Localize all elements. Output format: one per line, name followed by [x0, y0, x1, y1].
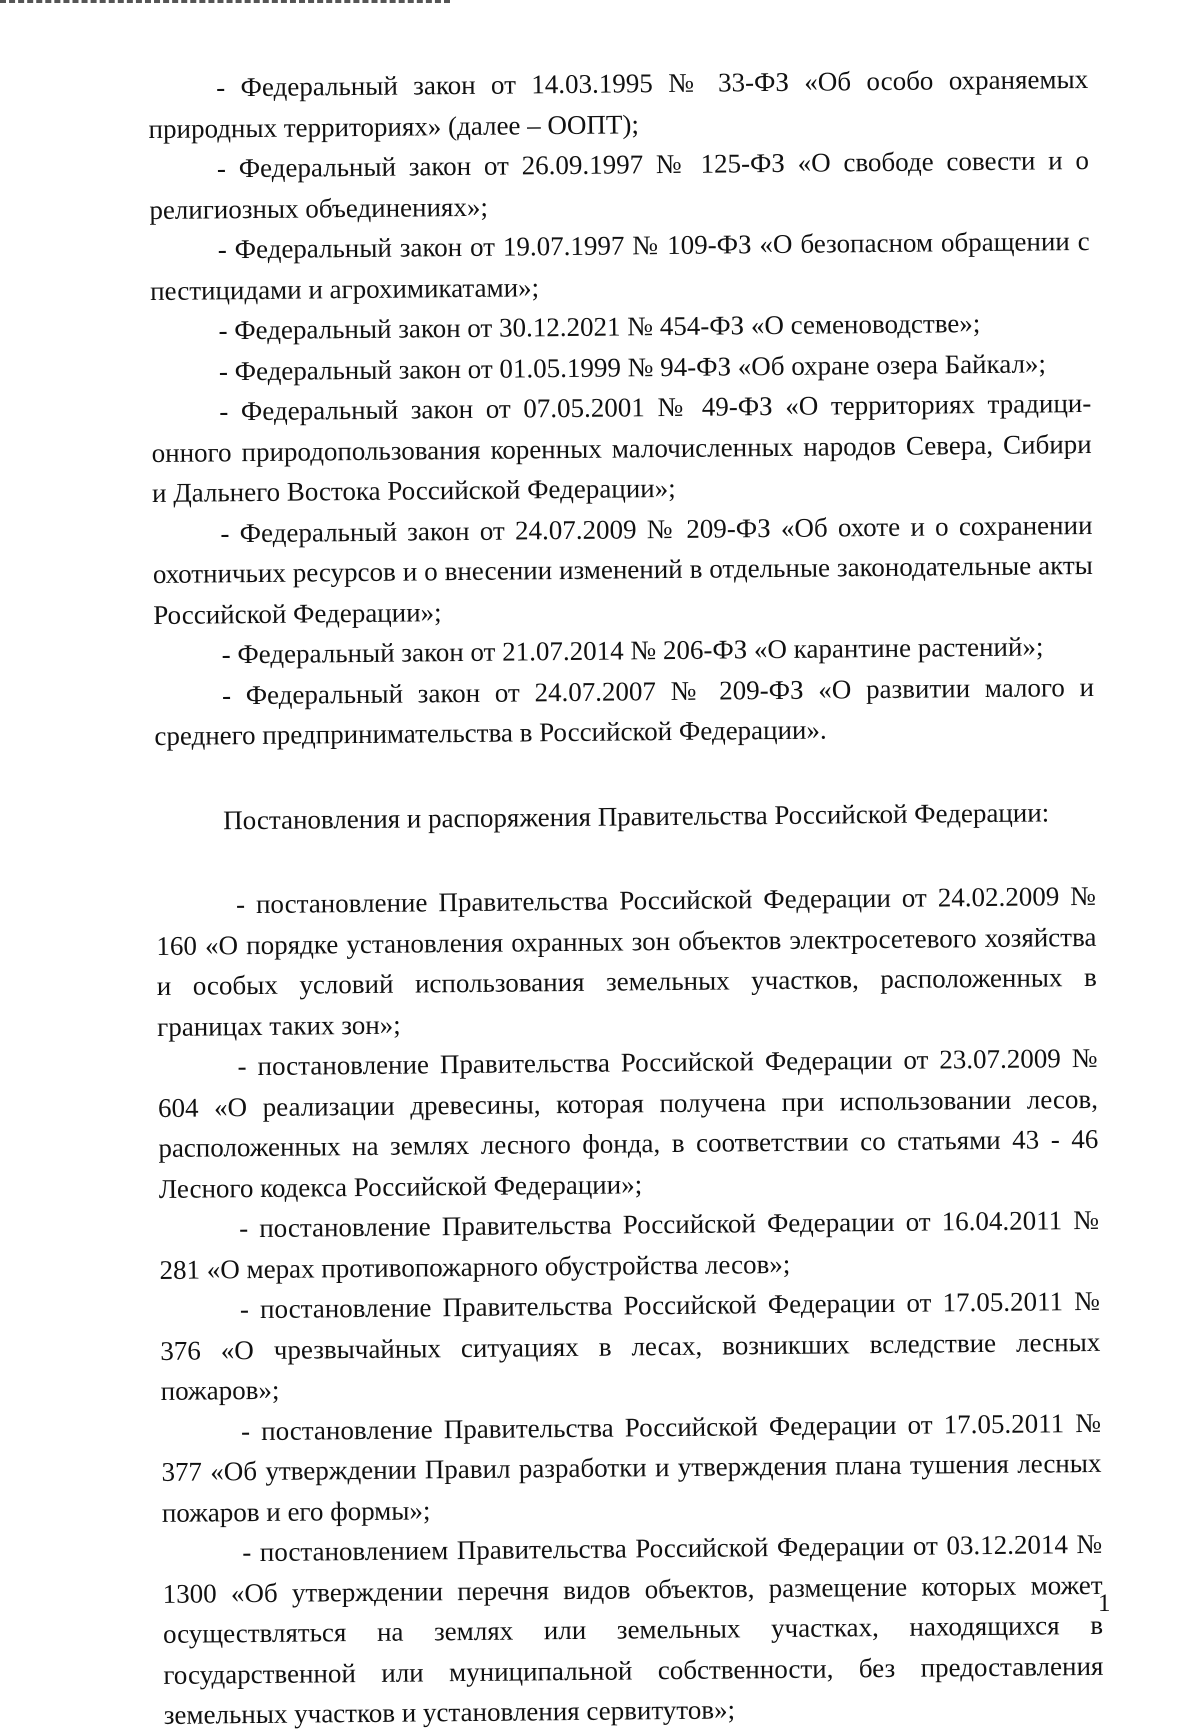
law-item: - Федеральный закон от 14.03.1995 № 33-ФЗ «Об особо охраняемых природных территориях» (далее – ООПТ);: [148, 63, 1089, 144]
page-number: 1: [1098, 1590, 1111, 1617]
resolution-item: - постановление Правительства Российской Федерации от 24.02.2009 № 160 «О порядке установления охранных зон объектов электросетевого хозяйства и особых условий использования земельных участков, расположенных в границах таких зон»;: [156, 880, 1097, 1042]
section-heading: Постановления и распоряжения Правительства Российской Федерации:: [223, 796, 1050, 835]
law-item: - Федеральный закон от 01.05.1999 № 94-ФЗ «Об охране озера Байкал»;: [218, 347, 1047, 386]
law-item: - Федеральный закон от 19.07.1997 № 109-ФЗ «О безопасном обращении с пестицидами и агрохимикатами»;: [149, 225, 1090, 306]
resolution-item: - постановление Правительства Российской Федерации от 16.04.2011 № 281 «О мерах противопожарного обустройства лесов»;: [159, 1204, 1100, 1285]
law-item: - Федеральный закон от 30.12.2021 № 454-ФЗ «О семеноводстве»;: [218, 308, 981, 346]
scan-top-rule: [0, 0, 450, 9]
law-item: - Федеральный закон от 26.09.1997 № 125-ФЗ «О свободе совести и о религиозных объединениях»;: [149, 144, 1090, 225]
resolution-item: - постановление Правительства Российской Федерации от 17.05.2011 № 377 «Об утверждении Правил разработки и утверждения плана тушения лесных пожаров и его формы»;: [161, 1407, 1102, 1528]
resolution-item: - постановление Правительства Российской Федерации от 23.07.2009 № 604 «О реализации древесины, которая получена при использовании лесов, расположенных на землях лесного фонда, в соответствии со статьями 43 - 46 Лесного кодекса Российской Федерации»;: [157, 1042, 1099, 1204]
federal-laws-list: [148, 59, 1095, 756]
law-item: - Федеральный закон от 21.07.2014 № 206-ФЗ «О карантине растений»;: [221, 631, 1044, 670]
law-item: - Федеральный закон от 07.05.2001 № 49-ФЗ «О территориях традиционного природопользования коренных малочисленных народов Севера, Сибири и Дальнего Востока Российской Федерации»;: [151, 387, 1092, 508]
resolution-item: - постановление Правительства Российской Федерации от 17.05.2011 № 376 «О чрезвычайных ситуациях в лесах, возникших вследствие лесных пожаров»;: [160, 1285, 1101, 1406]
document-page: [148, 59, 1104, 1735]
law-item: - Федеральный закон от 24.07.2007 № 209-ФЗ «О развитии малого и среднего предпринимательства в Российской Федерации».: [154, 671, 1095, 751]
law-item: - Федеральный закон от 24.07.2009 № 209-ФЗ «Об охоте и о сохранении охотничьих ресурсов и о внесении изменений в отдельные законодательные акты Российской Федерации»;: [152, 509, 1093, 630]
government-resolutions-list: [156, 876, 1104, 1735]
resolution-item: - постановлением Правительства Российской Федерации от 03.12.2014 № 1300 «Об утверждении перечня видов объектов, размещение которых может осуществляться на землях или земельных участках, находящихся в государственной или муниципальной собственности, без предоставления земельных участков и установления сервитутов»;: [162, 1528, 1104, 1730]
